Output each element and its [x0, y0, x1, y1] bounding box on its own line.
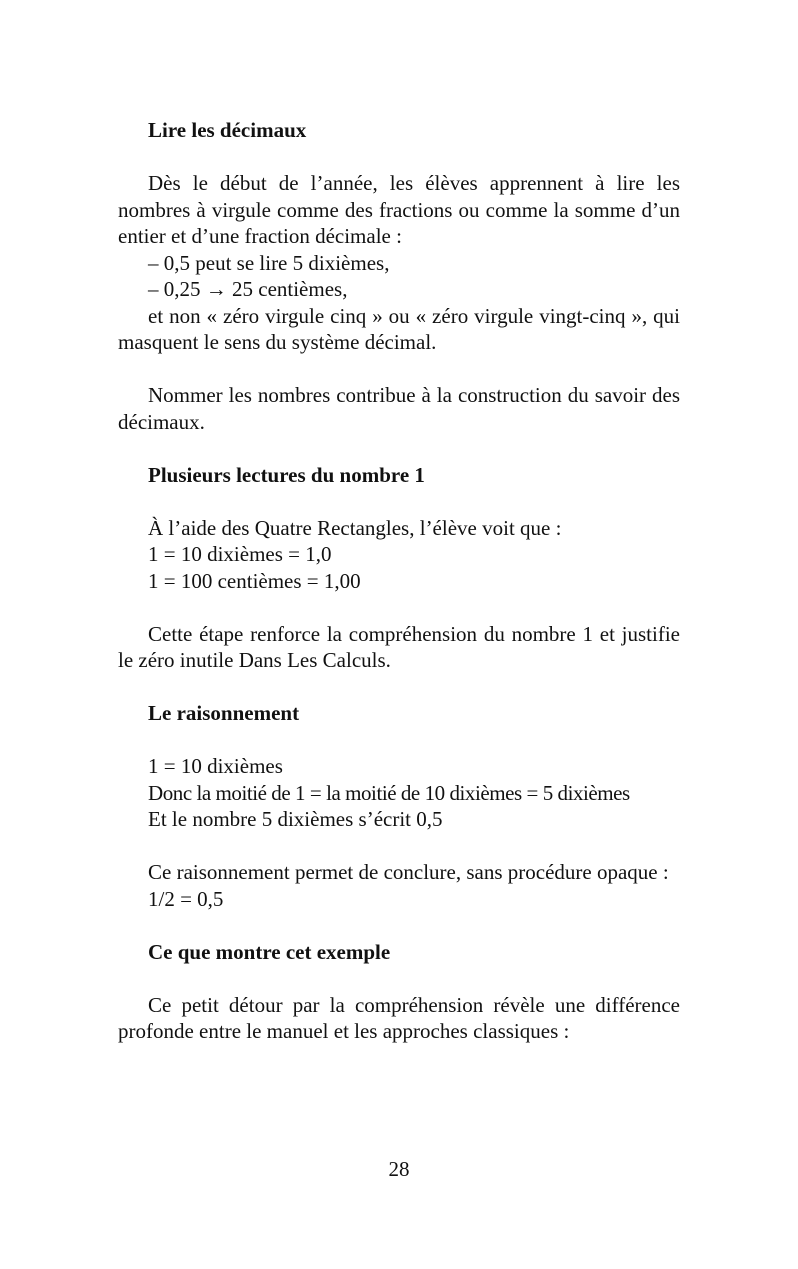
paragraph: Ce petit détour par la compréhension révèle une différence profonde entre le manuel et les approches classiques :	[118, 992, 680, 1043]
formula-line: 1/2 = 0,5	[148, 886, 224, 911]
paragraph: Nommer les nombres contribue à la construction du savoir des décimaux.	[118, 383, 680, 434]
section-heading: Lire les décimaux	[148, 118, 307, 142]
text-line: 1 = 10 dixièmes	[148, 754, 283, 778]
list-item: – 0,25 → 25 centièmes,	[148, 277, 348, 301]
page-number: 28	[388, 1157, 410, 1181]
section-heading: Le raisonnement	[148, 701, 300, 725]
paragraph: Cette étape renforce la compréhension du nombre 1 et justifie le zéro inutile Dans Les Calculs.	[118, 621, 680, 672]
paragraph: et non « zéro virgule cinq » ou « zéro virgule vingt-cinq », qui masquent le sens du système décimal.	[118, 303, 680, 354]
page-body	[118, 117, 680, 1045]
section-heading: Plusieurs lectures du nombre 1	[148, 462, 425, 487]
text-line: 1 = 100 centièmes = 1,00	[148, 568, 361, 593]
paragraph: Ce raisonnement permet de conclure, sans procédure opaque :	[148, 860, 669, 884]
list-item: – 0,5 peut se lire 5 dixièmes,	[148, 250, 390, 275]
text-line: 1 = 10 dixièmes = 1,0	[148, 542, 332, 566]
text-line: À l’aide des Quatre Rectangles, l’élève voit que :	[148, 515, 562, 540]
section-heading: Ce que montre cet exemple	[148, 939, 391, 964]
text-line: Donc la moitié de 1 = la moitié de 10 dixièmes = 5 dixièmes	[148, 780, 630, 805]
text-line: Et le nombre 5 dixièmes s’écrit 0,5	[148, 807, 443, 831]
paragraph: Dès le début de l’année, les élèves apprennent à lire les nombres à virgule comme des fractions ou comme la somme d’un entier et d’une fraction décimale :	[118, 171, 680, 248]
